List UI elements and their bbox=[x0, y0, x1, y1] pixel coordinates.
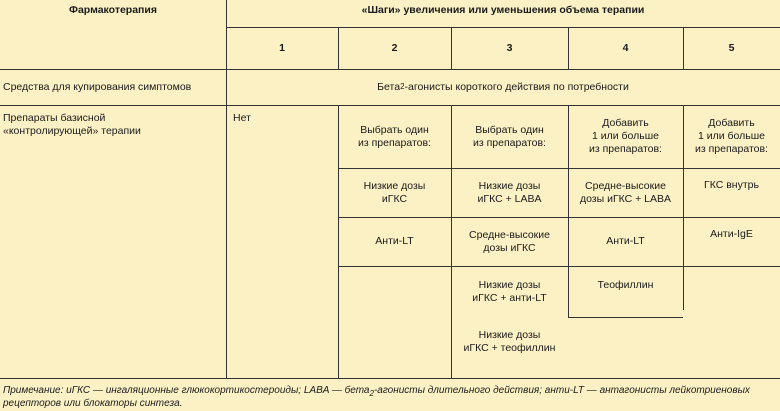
row-symptoms-label: Средства для купирования симптомов bbox=[3, 80, 192, 93]
step3-low-dose-igks-laba: Низкие дозы иГКС + LABA bbox=[477, 179, 542, 205]
step-2-header: 2 bbox=[391, 41, 398, 54]
beta-suffix: -агонисты короткого действия по потребности bbox=[404, 80, 629, 93]
footnote bbox=[3, 384, 777, 410]
step-1-header: 1 bbox=[279, 41, 285, 54]
footnote-subscript: 2 bbox=[369, 389, 374, 398]
step3-low-dose-igks-anti-lt: Низкие дозы иГКС + анти-LT bbox=[472, 278, 547, 304]
step3-choose: Выбрать один из препаратов: bbox=[473, 123, 546, 149]
step5-add: Добавить 1 или больше из препаратов: bbox=[695, 117, 768, 155]
step5-anti-ige: Анти-IgE bbox=[710, 228, 753, 240]
footnote-part2: -агонисты длительного действия; анти-LT — антагонисты лейкотриеновых рецепторов или блокаторы синтеза. bbox=[3, 385, 750, 409]
step-5-header: 5 bbox=[728, 41, 735, 54]
step3-medium-high-igks: Средне-высокие дозы иГКС bbox=[469, 228, 550, 254]
header-steps: «Шаги» увеличения или уменьшения объема терапии bbox=[361, 3, 645, 16]
row-symptoms-content: Бета 2 -агонисты короткого действия по потребности bbox=[377, 80, 629, 93]
step3-low-dose-igks-theophylline: Низкие дозы иГКС + теофиллин bbox=[463, 328, 556, 354]
step4-theophylline: Теофиллин bbox=[597, 278, 654, 291]
step2-anti-lt: Анти-LT bbox=[375, 235, 414, 247]
step-3-header: 3 bbox=[506, 41, 513, 54]
step2-choose: Выбрать один из препаратов: bbox=[358, 123, 431, 149]
divider bbox=[0, 378, 780, 379]
step2-low-dose-igks: Низкие дозы иГКС bbox=[363, 179, 426, 205]
row-basic-label: Препараты базисной «контролирующей» терапии bbox=[3, 112, 141, 137]
step4-medium-high-igks-laba: Средне-высокие дозы иГКС + LABA bbox=[579, 179, 672, 205]
beta-prefix: Бета bbox=[377, 80, 401, 93]
step1-none: Нет bbox=[233, 112, 251, 124]
step4-add: Добавить 1 или больше из препаратов: bbox=[589, 117, 662, 155]
step-4-header: 4 bbox=[622, 41, 629, 54]
divider bbox=[568, 317, 683, 318]
footnote-part1: Примечание: иГКС — ингаляционные глюкокортикостероиды; LABA — бета bbox=[3, 385, 370, 396]
step4-anti-lt: Анти-LT bbox=[606, 235, 645, 247]
step5-oral-gks: ГКС внутрь bbox=[704, 179, 759, 191]
header-pharmacotherapy: Фармакотерапия bbox=[69, 3, 157, 16]
